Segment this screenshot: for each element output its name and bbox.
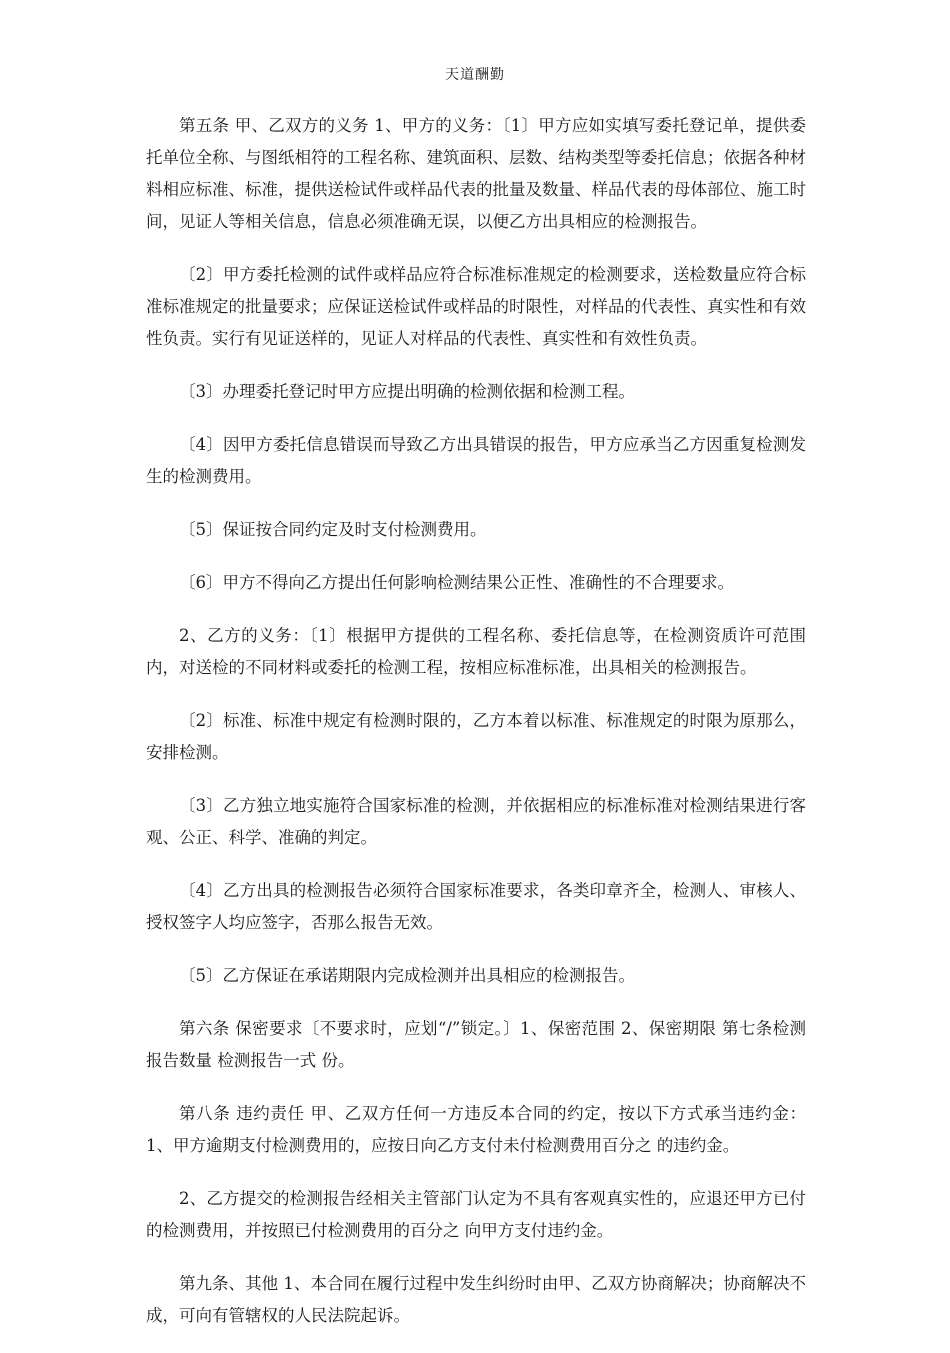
paragraph: 〔5〕保证按合同约定及时支付检测费用。 bbox=[179, 520, 487, 539]
page-header: 天道酬勤 bbox=[445, 67, 505, 83]
paragraph: 〔2〕甲方委托检测的试件或样品应符合标准标准规定的检测要求，送检数量应符合标准标准规定的批量要求；应保证送检试件或样品的时限性，对样品的代表性、真实性和有效性负责。实行有见证送样的，见证人对样品的代表性、真实性和有效性负责。 bbox=[146, 265, 806, 348]
paragraph: 第八条 违约责任 甲、乙双方任何一方违反本合同的约定，按以下方式承当违约金：1、甲方逾期支付检测费用的，应按日向乙方支付未付检测费用百分之 的违约金。 bbox=[146, 1104, 806, 1155]
paragraph: 2、乙方的义务：〔1〕根据甲方提供的工程名称、委托信息等，在检测资质许可范围内，对送检的不同材料或委托的检测工程，按相应标准标准，出具相关的检测报告。 bbox=[146, 626, 806, 677]
paragraph: 〔5〕乙方保证在承诺期限内完成检测并出具相应的检测报告。 bbox=[179, 966, 635, 985]
paragraph: 第五条 甲、乙双方的义务 1、甲方的义务：〔1〕甲方应如实填写委托登记单，提供委托单位全称、与图纸相符的工程名称、建筑面积、层数、结构类型等委托信息；依据各种材料相应标准、标准，提供送检试件或样品代表的批量及数量、样品代表的母体部位、施工时间，见证人等相关信息，信息必须准确无误，以便乙方出具相应的检测报告。 bbox=[146, 116, 806, 231]
paragraph: 〔3〕办理委托登记时甲方应提出明确的检测依据和检测工程。 bbox=[179, 382, 635, 401]
paragraph: 〔4〕乙方出具的检测报告必须符合国家标准要求，各类印章齐全，检测人、审核人、授权签字人均应签字，否那么报告无效。 bbox=[146, 881, 806, 932]
paragraph: 第九条、其他 1、本合同在履行过程中发生纠纷时由甲、乙双方协商解决；协商解决不成，可向有管辖权的人民法院起诉。 bbox=[146, 1274, 806, 1325]
paragraph: 第六条 保密要求〔不要求时，应划“/”锁定。〕1、保密范围 2、保密期限 第七条检测报告数量 检测报告一式 份。 bbox=[146, 1019, 806, 1070]
paragraph: 〔3〕乙方独立地实施符合国家标准的检测，并依据相应的标准标准对检测结果进行客观、公正、科学、准确的判定。 bbox=[146, 796, 806, 847]
paragraph: 〔4〕因甲方委托信息错误而导致乙方出具错误的报告，甲方应承当乙方因重复检测发生的检测费用。 bbox=[146, 435, 806, 486]
document-body bbox=[146, 110, 806, 1353]
paragraph: 2、乙方提交的检测报告经相关主管部门认定为不具有客观真实性的，应退还甲方已付的检测费用，并按照已付检测费用的百分之 向甲方支付违约金。 bbox=[146, 1189, 806, 1240]
paragraph: 〔6〕甲方不得向乙方提出任何影响检测结果公正性、准确性的不合理要求。 bbox=[179, 573, 734, 592]
paragraph: 〔2〕标准、标准中规定有检测时限的，乙方本着以标准、标准规定的时限为原那么，安排检测。 bbox=[146, 711, 806, 762]
